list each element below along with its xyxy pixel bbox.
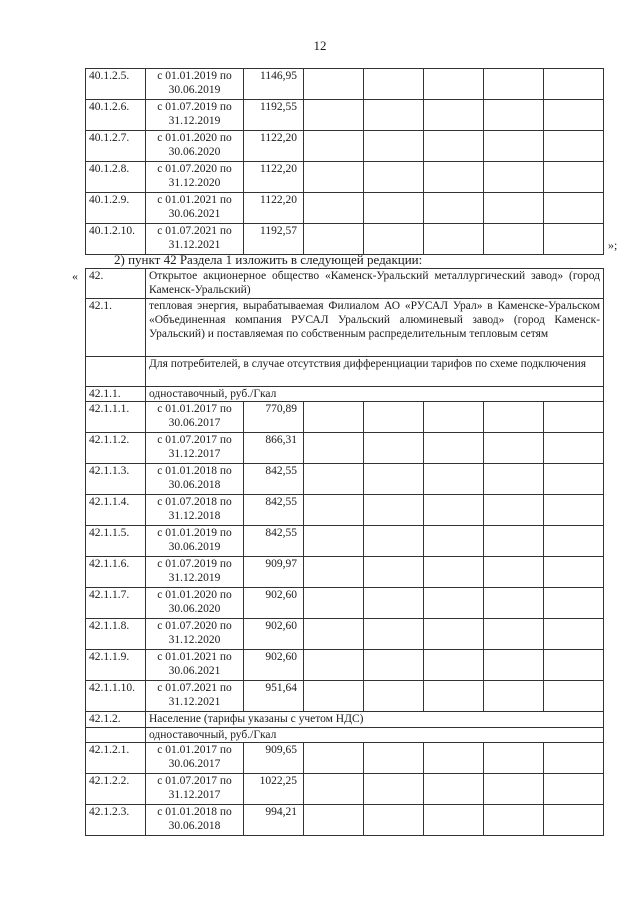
tariff-row (86, 495, 604, 526)
tariff-row (86, 433, 604, 464)
consumers-description: Для потребителей, в случае отсутствия дифференциации тарифов по схеме подключения (146, 357, 604, 387)
empty-cell (304, 162, 364, 193)
tariff-value: 1192,57 (244, 224, 304, 255)
tariff-value: 902,60 (244, 650, 304, 681)
empty-cell (544, 464, 604, 495)
empty-cell (484, 131, 544, 162)
tariff-value: 770,89 (244, 402, 304, 433)
empty-cell (544, 402, 604, 433)
empty-cell (484, 433, 544, 464)
empty-cell (424, 588, 484, 619)
empty-cell (364, 774, 424, 805)
empty-cell (364, 464, 424, 495)
period-cell (146, 162, 244, 193)
tariff-value: 866,31 (244, 433, 304, 464)
empty-cell (364, 131, 424, 162)
empty-cell (424, 774, 484, 805)
period-cell (146, 131, 244, 162)
empty-cell (544, 131, 604, 162)
empty-cell (304, 774, 364, 805)
tariff-row (86, 743, 604, 774)
empty-cell (304, 69, 364, 100)
empty-cell (424, 464, 484, 495)
period-to: 31.12.2021 (168, 696, 221, 708)
row-code: 42.1.1.5. (86, 526, 146, 557)
rate-type-label: одноставочный, руб./Гкал (146, 728, 604, 743)
amendment-caption: 2) пункт 42 Раздела 1 изложить в следующей редакции: (114, 252, 423, 267)
empty-cell (424, 162, 484, 193)
row-code: 42.1.1.3. (86, 464, 146, 495)
empty-cell (424, 433, 484, 464)
empty-cell (304, 805, 364, 836)
population-row (86, 712, 604, 728)
empty-cell (364, 69, 424, 100)
empty-cell (424, 100, 484, 131)
empty-cell (484, 526, 544, 557)
empty-cell (484, 464, 544, 495)
empty-cell (424, 743, 484, 774)
empty-cell (484, 557, 544, 588)
tariff-value: 1122,20 (244, 162, 304, 193)
tariff-value: 909,65 (244, 743, 304, 774)
tariff-value: 1122,20 (244, 193, 304, 224)
period-from: с 01.01.2018 по (157, 465, 232, 477)
period-to: 31.12.2020 (168, 177, 221, 189)
tariff-value: 1022,25 (244, 774, 304, 805)
empty-cell (304, 100, 364, 131)
empty-cell (544, 650, 604, 681)
empty-cell (484, 681, 544, 712)
period-cell (146, 526, 244, 557)
empty-cell (364, 805, 424, 836)
empty-cell (484, 193, 544, 224)
closing-quote: »; (608, 238, 618, 252)
empty-cell (364, 402, 424, 433)
tariff-row (86, 69, 604, 100)
period-cell (146, 100, 244, 131)
empty-cell (484, 100, 544, 131)
empty-cell (484, 588, 544, 619)
empty-cell (544, 162, 604, 193)
empty-cell (364, 193, 424, 224)
period-from: с 01.07.2017 по (157, 775, 232, 787)
tariff-row (86, 650, 604, 681)
tariff-row (86, 774, 604, 805)
tariff-value: 842,55 (244, 495, 304, 526)
tariff-row (86, 526, 604, 557)
period-cell (146, 69, 244, 100)
period-to: 30.06.2018 (168, 820, 221, 832)
empty-cell (424, 619, 484, 650)
empty-cell (424, 495, 484, 526)
empty-cell (424, 681, 484, 712)
empty-cell (364, 433, 424, 464)
service-row (86, 299, 604, 357)
period-cell (146, 224, 244, 255)
empty-cell (544, 69, 604, 100)
row-code: 42.1.1.2. (86, 433, 146, 464)
empty-cell (544, 588, 604, 619)
empty-cell (484, 743, 544, 774)
empty-cell (86, 728, 146, 743)
empty-cell (304, 557, 364, 588)
tariff-value: 909,97 (244, 557, 304, 588)
row-code: 40.1.2.7. (86, 131, 146, 162)
empty-cell (364, 495, 424, 526)
tariff-value: 951,64 (244, 681, 304, 712)
period-cell (146, 588, 244, 619)
empty-cell (424, 557, 484, 588)
period-cell (146, 619, 244, 650)
period-from: с 01.01.2019 по (157, 527, 232, 539)
row-code: 42.1.1.1. (86, 402, 146, 433)
empty-cell (304, 588, 364, 619)
empty-cell (424, 402, 484, 433)
empty-cell (484, 69, 544, 100)
period-cell (146, 805, 244, 836)
empty-cell (544, 681, 604, 712)
empty-cell (544, 526, 604, 557)
period-to: 30.06.2017 (168, 758, 221, 770)
tariff-row (86, 464, 604, 495)
tariff-value: 902,60 (244, 619, 304, 650)
tariff-row (86, 588, 604, 619)
period-cell (146, 743, 244, 774)
tariff-row (86, 162, 604, 193)
row-code: 42.1.1.9. (86, 650, 146, 681)
period-from: с 01.01.2018 по (157, 806, 232, 818)
period-from: с 01.07.2019 по (157, 558, 232, 570)
tariff-row (86, 619, 604, 650)
period-from: с 01.01.2017 по (157, 403, 232, 415)
empty-cell (424, 224, 484, 255)
row-code: 42.1.2. (86, 712, 146, 728)
period-from: с 01.07.2017 по (157, 434, 232, 446)
empty-cell (304, 619, 364, 650)
period-to: 31.12.2017 (168, 789, 221, 801)
period-to: 31.12.2020 (168, 634, 221, 646)
period-cell (146, 464, 244, 495)
tariff-value: 994,21 (244, 805, 304, 836)
empty-cell (304, 193, 364, 224)
empty-cell (86, 357, 146, 387)
empty-cell (424, 650, 484, 681)
tariff-value: 1122,20 (244, 131, 304, 162)
empty-cell (544, 193, 604, 224)
empty-cell (364, 650, 424, 681)
empty-cell (364, 557, 424, 588)
empty-cell (544, 743, 604, 774)
empty-cell (484, 402, 544, 433)
empty-cell (484, 162, 544, 193)
page-number: 12 (313, 38, 327, 53)
empty-cell (544, 805, 604, 836)
tariff-row (86, 131, 604, 162)
period-to: 30.06.2018 (168, 479, 221, 491)
row-code: 40.1.2.10. (86, 224, 146, 255)
empty-cell (424, 526, 484, 557)
row-code: 40.1.2.5. (86, 69, 146, 100)
row-code: 42.1.2.1. (86, 743, 146, 774)
empty-cell (424, 805, 484, 836)
row-code: 42.1.1.4. (86, 495, 146, 526)
empty-cell (304, 526, 364, 557)
empty-cell (304, 224, 364, 255)
consumers-row (86, 357, 604, 387)
rate-type-label: одноставочный, руб./Гкал (146, 387, 604, 402)
empty-cell (304, 743, 364, 774)
empty-cell (304, 402, 364, 433)
empty-cell (424, 69, 484, 100)
tariff-value: 842,55 (244, 464, 304, 495)
period-to: 30.06.2021 (168, 665, 221, 677)
row-code: 42.1.1. (86, 387, 146, 402)
tariff-table-section-42 (85, 268, 604, 836)
period-to: 31.12.2017 (168, 448, 221, 460)
empty-cell (364, 100, 424, 131)
period-from: с 01.01.2017 по (157, 744, 232, 756)
period-from: с 01.01.2020 по (157, 589, 232, 601)
period-cell (146, 681, 244, 712)
period-from: с 01.07.2020 по (157, 620, 232, 632)
tariff-row (86, 402, 604, 433)
row-code: 42. (86, 269, 146, 299)
empty-cell (544, 619, 604, 650)
empty-cell (364, 619, 424, 650)
row-code: 40.1.2.6. (86, 100, 146, 131)
period-from: с 01.07.2021 по (157, 682, 232, 694)
empty-cell (484, 495, 544, 526)
period-from: с 01.07.2019 по (157, 101, 232, 113)
period-from: с 01.07.2018 по (157, 496, 232, 508)
row-code: 40.1.2.9. (86, 193, 146, 224)
period-cell (146, 557, 244, 588)
empty-cell (304, 433, 364, 464)
empty-cell (484, 774, 544, 805)
empty-cell (364, 743, 424, 774)
period-to: 31.12.2019 (168, 572, 221, 584)
empty-cell (364, 224, 424, 255)
service-description: тепловая энергия, вырабатываемая Филиалом АО «РУСАЛ Урал» в Каменске-Уральском «Объединенная компания РУСАЛ Уральский алюминевый завод» (город Каменск-Уральский) и поставляемая по собственным распределительным тепловым сетям (146, 299, 604, 357)
org-header-row (86, 269, 604, 299)
period-cell (146, 650, 244, 681)
organization-name: Открытое акционерное общество «Каменск-Уральский металлургический завод» (город Каменск-Уральский) (146, 269, 604, 299)
population-label: Население (тарифы указаны с учетом НДС) (146, 712, 604, 728)
tariff-row (86, 193, 604, 224)
row-code: 42.1. (86, 299, 146, 357)
row-code: 42.1.2.2. (86, 774, 146, 805)
empty-cell (304, 495, 364, 526)
period-from: с 01.07.2020 по (157, 163, 232, 175)
period-from: с 01.01.2021 по (157, 651, 232, 663)
empty-cell (424, 193, 484, 224)
rate-type-row (86, 387, 604, 402)
period-from: с 01.01.2021 по (157, 194, 232, 206)
tariff-row (86, 224, 604, 255)
row-code: 40.1.2.8. (86, 162, 146, 193)
empty-cell (484, 805, 544, 836)
empty-cell (304, 131, 364, 162)
period-to: 30.06.2017 (168, 417, 221, 429)
period-cell (146, 193, 244, 224)
period-to: 31.12.2018 (168, 510, 221, 522)
period-cell (146, 495, 244, 526)
tariff-row (86, 805, 604, 836)
tariff-table-section-40 (85, 68, 604, 255)
empty-cell (544, 100, 604, 131)
period-from: с 01.07.2021 по (157, 225, 232, 237)
tariff-value: 902,60 (244, 588, 304, 619)
period-cell (146, 433, 244, 464)
empty-cell (484, 619, 544, 650)
empty-cell (424, 131, 484, 162)
tariff-row (86, 557, 604, 588)
empty-cell (484, 224, 544, 255)
empty-cell (364, 162, 424, 193)
tariff-value: 1146,95 (244, 69, 304, 100)
empty-cell (544, 774, 604, 805)
period-cell (146, 402, 244, 433)
row-code: 42.1.1.6. (86, 557, 146, 588)
empty-cell (544, 224, 604, 255)
period-from: с 01.01.2020 по (157, 132, 232, 144)
tariff-value: 1192,55 (244, 100, 304, 131)
opening-quote: « (72, 269, 78, 283)
rate-type-row (86, 728, 604, 743)
period-to: 31.12.2021 (168, 239, 221, 251)
empty-cell (304, 681, 364, 712)
empty-cell (364, 681, 424, 712)
row-code: 42.1.1.7. (86, 588, 146, 619)
empty-cell (544, 433, 604, 464)
row-code: 42.1.2.3. (86, 805, 146, 836)
period-to: 30.06.2021 (168, 208, 221, 220)
tariff-value: 842,55 (244, 526, 304, 557)
row-code: 42.1.1.10. (86, 681, 146, 712)
empty-cell (364, 588, 424, 619)
tariff-row (86, 681, 604, 712)
empty-cell (364, 526, 424, 557)
row-code: 42.1.1.8. (86, 619, 146, 650)
period-to: 30.06.2020 (168, 603, 221, 615)
period-to: 31.12.2019 (168, 115, 221, 127)
period-to: 30.06.2020 (168, 146, 221, 158)
period-from: с 01.01.2019 по (157, 70, 232, 82)
empty-cell (484, 650, 544, 681)
period-to: 30.06.2019 (168, 541, 221, 553)
period-cell (146, 774, 244, 805)
empty-cell (544, 495, 604, 526)
empty-cell (304, 650, 364, 681)
empty-cell (304, 464, 364, 495)
empty-cell (544, 557, 604, 588)
period-to: 30.06.2019 (168, 84, 221, 96)
tariff-row (86, 100, 604, 131)
